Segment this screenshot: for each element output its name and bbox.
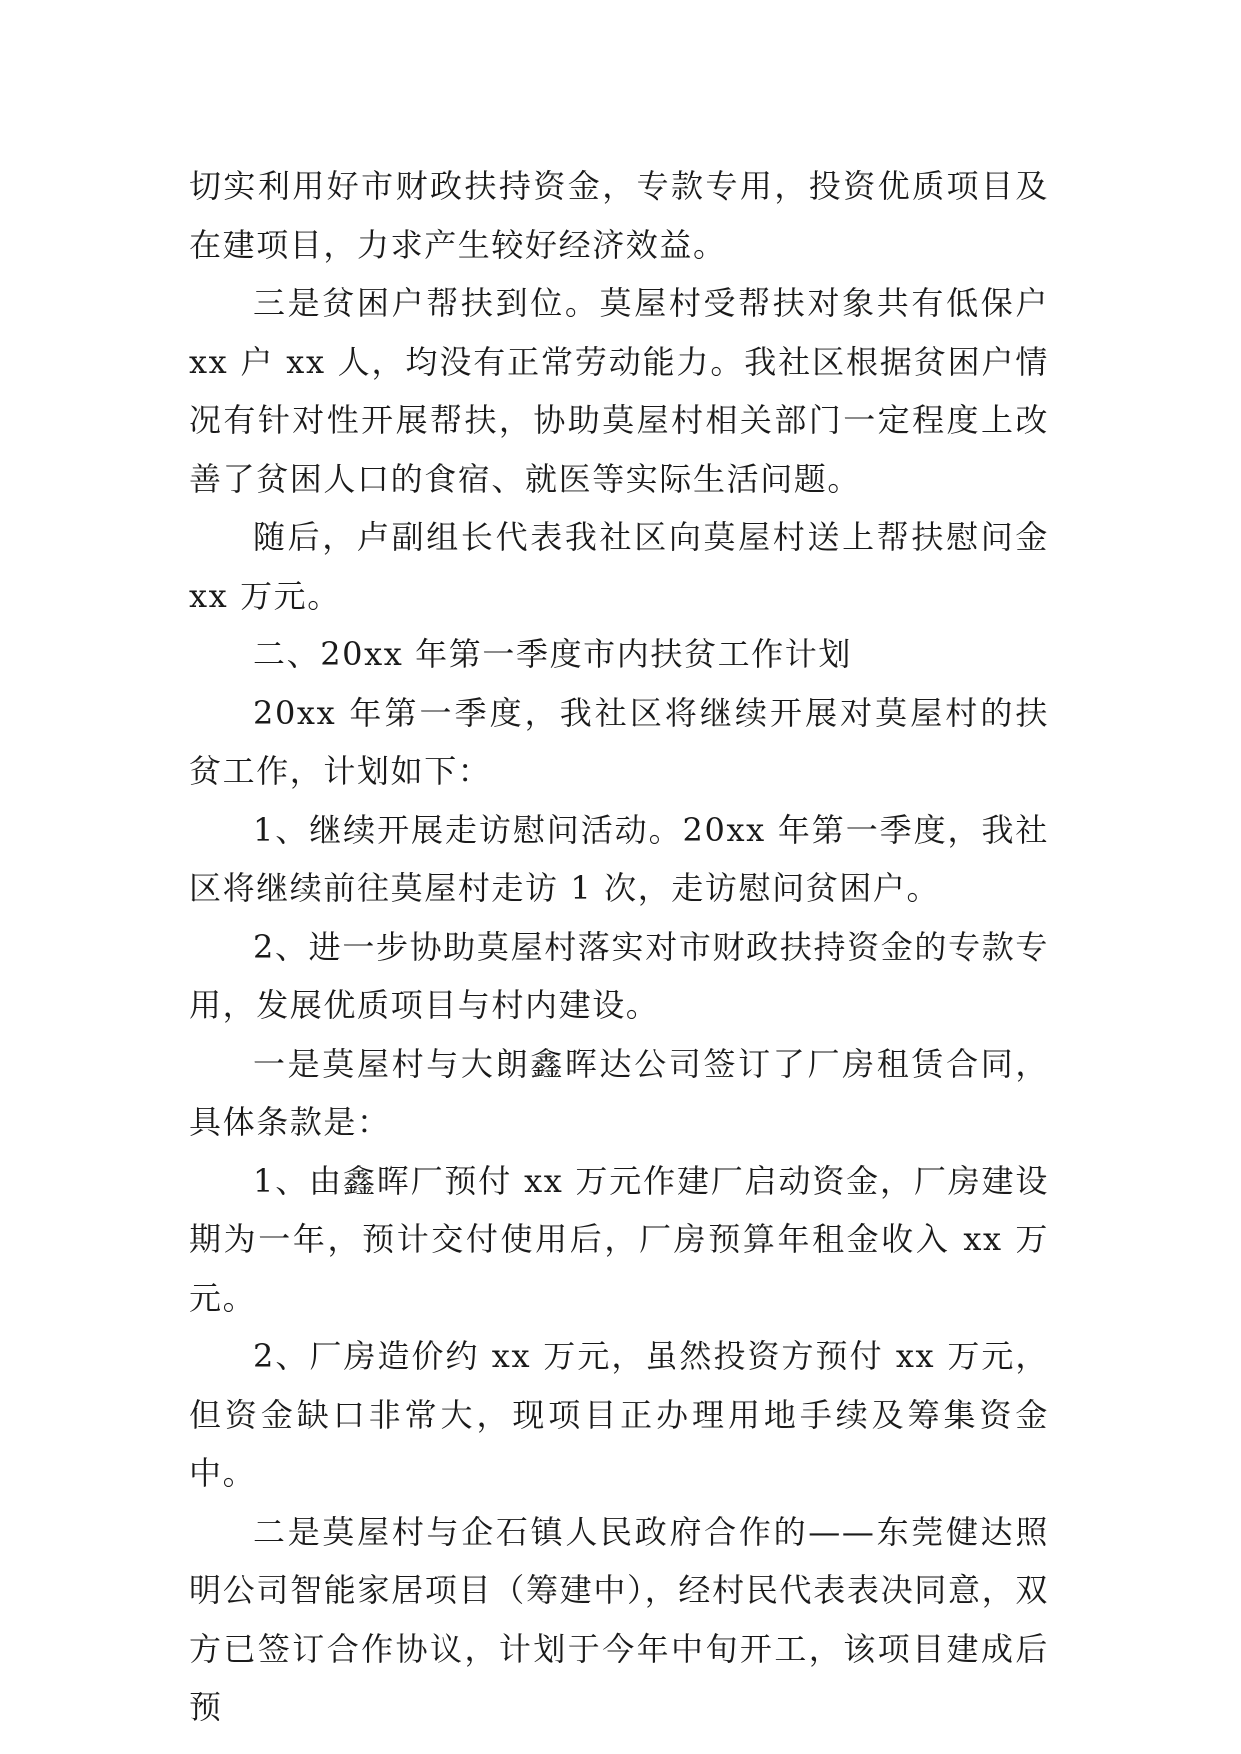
paragraph-continued: 切实利用好市财政扶持资金，专款专用，投资优质项目及在建项目，力求产生较好经济效益。 (189, 167, 1049, 264)
paragraph-factory-lease: 一是莫屋村与大朗鑫晖达公司签订了厂房租赁合同，具体条款是： (189, 1044, 1049, 1141)
paragraph-smart-home-project: 二是莫屋村与企石镇人民政府合作的——东莞健达照明公司智能家居项目（筹建中），经村民代表表决同意，双方已签订合作协议，计划于今年中旬开工，该项目建成后预 (189, 1512, 1049, 1726)
paragraph-plan-intro: 20xx 年第一季度，我社区将继续开展对莫屋村的扶贫工作，计划如下： (189, 693, 1049, 790)
paragraph-lease-term-2: 2、厂房造价约 xx 万元，虽然投资方预付 xx 万元，但资金缺口非常大，现项目正办理用地手续及筹集资金中。 (189, 1337, 1049, 1492)
paragraph-condolence-fund: 随后，卢副组长代表我社区向莫屋村送上帮扶慰问金 xx 万元。 (189, 518, 1049, 615)
paragraph-plan-item-1: 1、继续开展走访慰问活动。20xx 年第一季度，我社区将继续前往莫屋村走访 1 次，走访慰问贫困户。 (189, 810, 1049, 907)
paragraph-poverty-households: 三是贫困户帮扶到位。莫屋村受帮扶对象共有低保户 xx 户 xx 人，均没有正常劳动能力。我社区根据贫困户情况有针对性开展帮扶，协助莫屋村相关部门一定程度上改善了贫困人口的食宿、就医等实际生活问题。 (189, 284, 1049, 498)
section-heading-plan: 二、20xx 年第一季度市内扶贫工作计划 (253, 635, 852, 673)
paragraph-plan-item-2: 2、进一步协助莫屋村落实对市财政扶持资金的专款专用，发展优质项目与村内建设。 (189, 927, 1049, 1024)
paragraph-lease-term-1: 1、由鑫晖厂预付 xx 万元作建厂启动资金，厂房建设期为一年，预计交付使用后，厂房预算年租金收入 xx 万元。 (189, 1161, 1049, 1317)
document-body (189, 157, 1049, 1737)
